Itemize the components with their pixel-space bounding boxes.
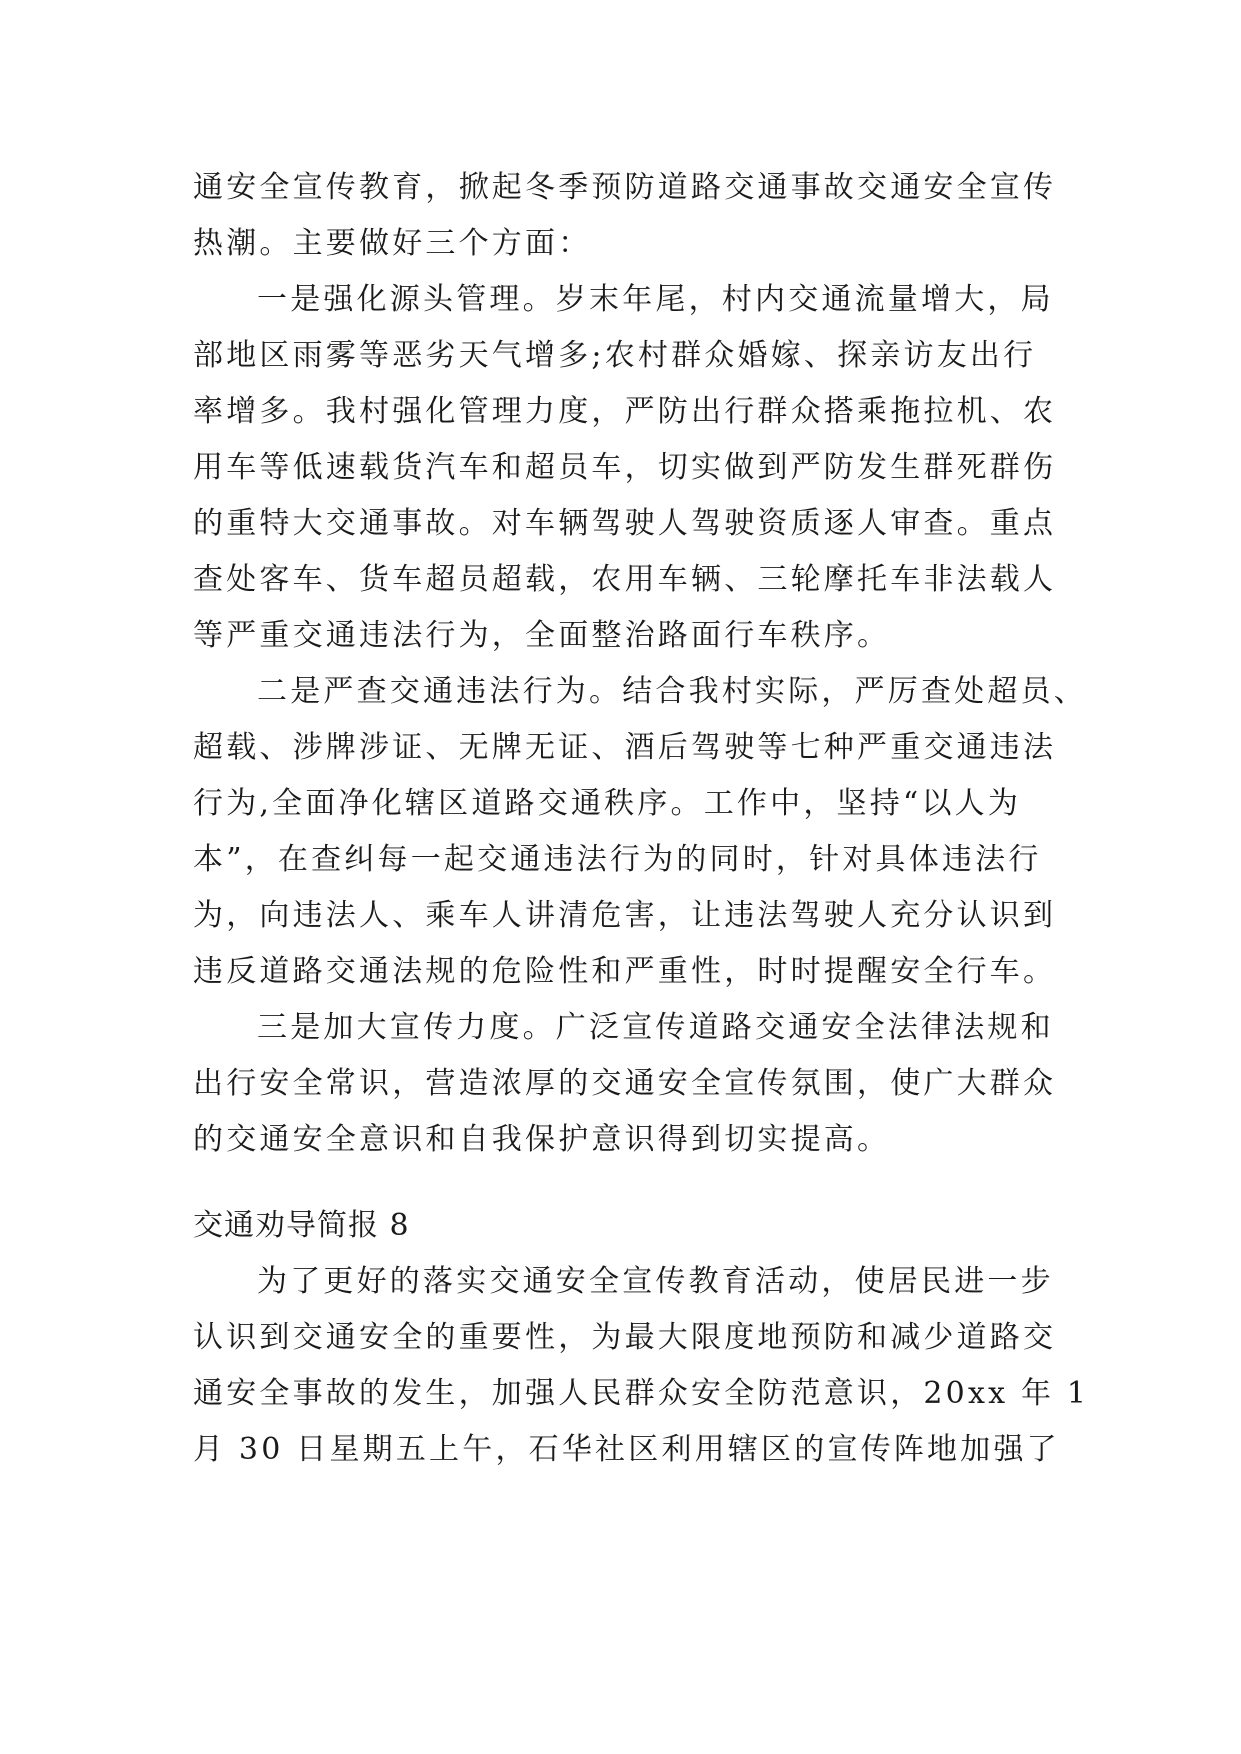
point-three-paragraph [193,1000,1073,1168]
text-line: 率增多。我村强化管理力度，严防出行群众搭乘拖拉机、农 [193,394,1057,429]
text-line: 的交通安全意识和自我保护意识得到切实提高。 [193,1122,891,1157]
intro-paragraph [193,160,1073,272]
text-line: 通安全事故的发生，加强人民群众安全防范意识，20xx 年 1 [193,1376,1090,1411]
section-spacer [193,1168,1073,1198]
text-line: 二是严查交通违法行为。结合我村实际，严厉查处超员、 [257,674,1087,709]
text-line: 查处客车、货车超员超载，农用车辆、三轮摩托车非法载人 [193,562,1057,597]
text-line: 等严重交通违法行为，全面整治路面行车秩序。 [193,618,891,653]
text-line: 违反道路交通法规的危险性和严重性，时时提醒安全行车。 [193,954,1057,989]
briefing-paragraph [193,1254,1090,1478]
text-line: 超载、涉牌涉证、无牌无证、酒后驾驶等七种严重交通违法 [193,730,1057,765]
text-line: 热潮。主要做好三个方面： [193,226,592,261]
text-line: 行为,全面净化辖区道路交通秩序。工作中，坚持“以人为 [193,786,1022,821]
text-line: 部地区雨雾等恶劣天气增多;农村群众婚嫁、探亲访友出行 [193,338,1037,373]
text-line: 通安全宣传教育，掀起冬季预防道路交通事故交通安全宣传 [193,170,1057,205]
text-line: 一是强化源头管理。岁末年尾，村内交通流量增大，局 [257,282,1054,317]
text-line: 出行安全常识，营造浓厚的交通安全宣传氛围，使广大群众 [193,1066,1057,1101]
text-line: 本”，在查纠每一起交通违法行为的同时，针对具体违法行 [193,842,1042,877]
text-line: 用车等低速载货汽车和超员车，切实做到严防发生群死群伤 [193,450,1057,485]
text-line: 的重特大交通事故。对车辆驾驶人驾驶资质逐人审查。重点 [193,506,1057,541]
section-heading: 交通劝导简报 8 [193,1208,410,1243]
document-page [193,160,1090,1478]
text-line: 为，向违法人、乘车人讲清危害，让违法驾驶人充分认识到 [193,898,1057,933]
text-line: 认识到交通安全的重要性，为最大限度地预防和减少道路交 [193,1320,1057,1355]
point-one-paragraph [193,272,1073,664]
point-two-paragraph [193,664,1087,1000]
text-line: 三是加大宣传力度。广泛宣传道路交通安全法律法规和 [257,1010,1054,1045]
text-line: 月 30 日星期五上午，石华社区利用辖区的宣传阵地加强了 [193,1432,1060,1467]
text-line: 为了更好的落实交通安全宣传教育活动，使居民进一步 [257,1264,1054,1299]
